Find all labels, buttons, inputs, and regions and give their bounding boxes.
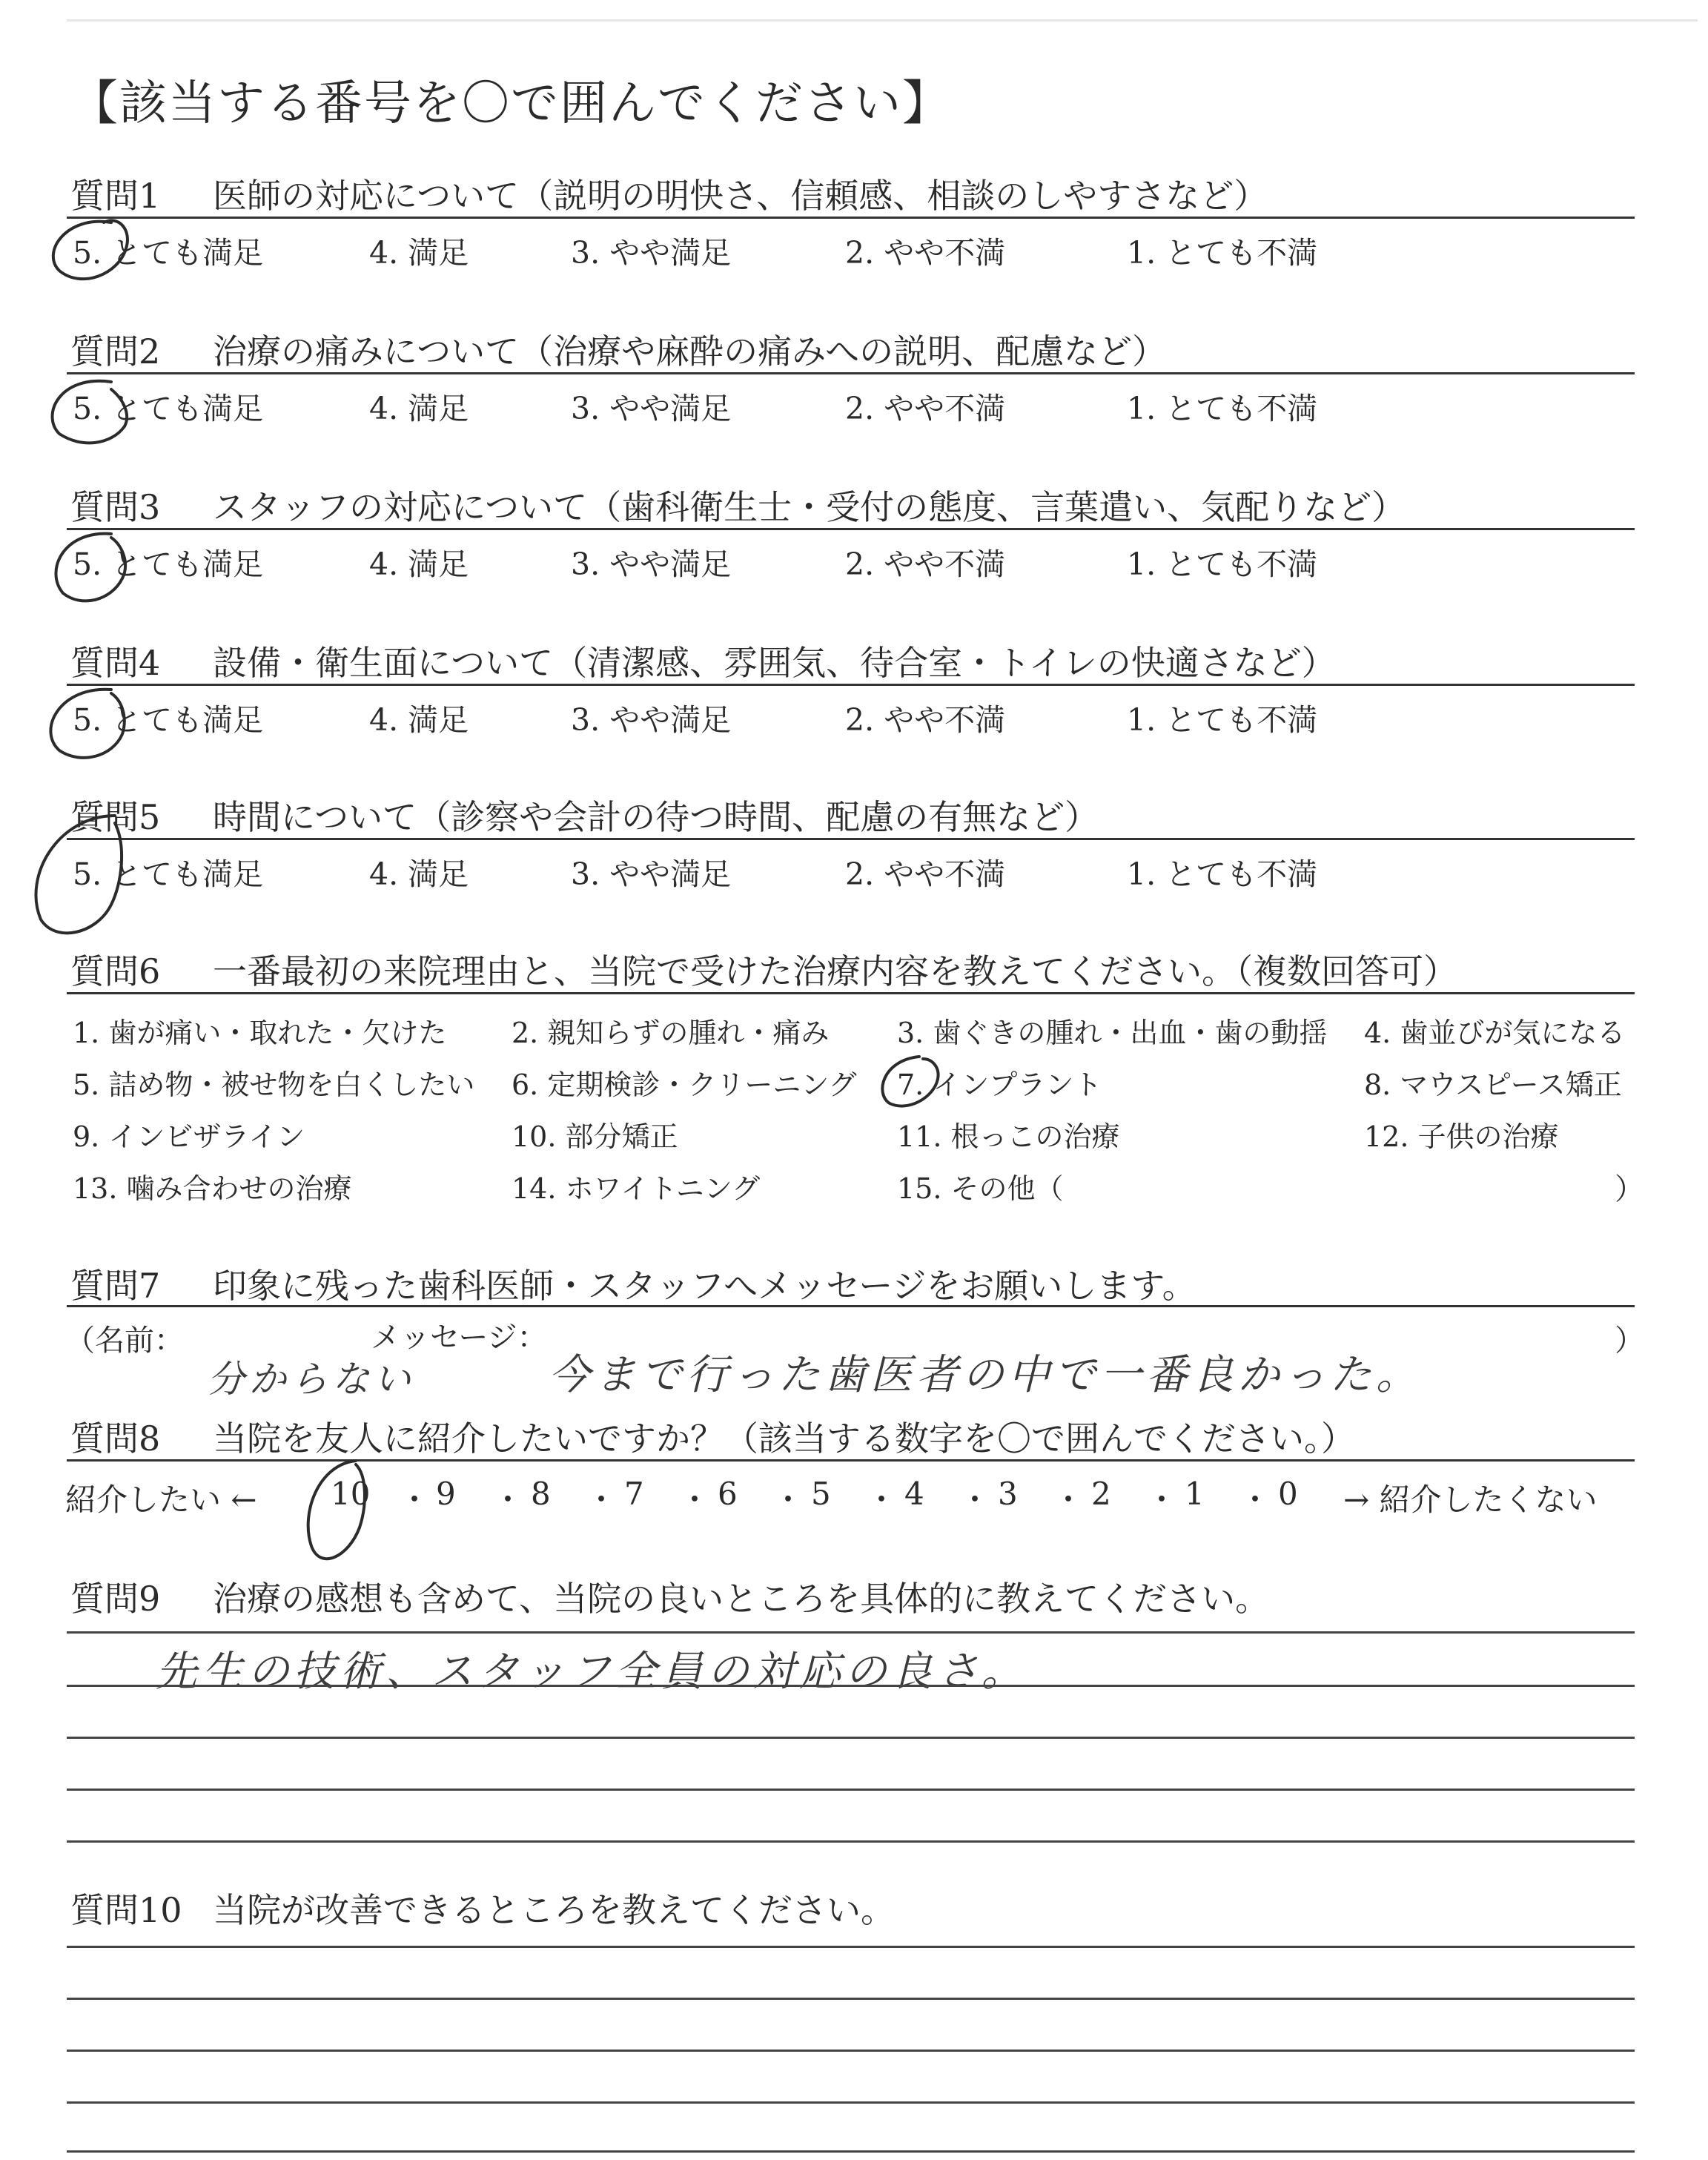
scale-4[interactable]: 4 [904, 1476, 924, 1512]
form-header: 【該当する番号を〇で囲んでください】 [70, 76, 951, 131]
option-5[interactable]: 5. とても満足 [73, 856, 264, 892]
option-3[interactable]: 3. やや満足 [571, 856, 732, 892]
scale-dot: ・ [959, 1482, 991, 1518]
question-number: 質問9 [70, 1579, 161, 1619]
writing-line [67, 1998, 1635, 2000]
scale-0[interactable]: 0 [1278, 1476, 1298, 1512]
question-text: 当院を友人に紹介したいですか？（該当する数字を〇で囲んでください。） [213, 1418, 1355, 1459]
option-4[interactable]: 4. 満足 [369, 702, 469, 738]
question-7 [70, 1259, 1196, 1308]
option-5[interactable]: 5. とても満足 [73, 546, 264, 582]
scale-dot: ・ [492, 1482, 524, 1518]
scale-left-label: 紹介したい ← [65, 1482, 257, 1518]
question-1 [70, 169, 1268, 218]
scale-right-label: → 紹介したくない [1343, 1482, 1598, 1518]
option-2[interactable]: 2. やや不満 [845, 391, 1006, 426]
scale-6[interactable]: 6 [718, 1476, 738, 1512]
scale-10[interactable]: 10 [331, 1476, 371, 1512]
option-3[interactable]: 3. やや満足 [571, 546, 732, 582]
treatment-item-12[interactable]: 12. 子供の治療 [1364, 1120, 1559, 1153]
question-5 [70, 790, 1099, 839]
option-4[interactable]: 4. 満足 [369, 546, 469, 582]
option-2[interactable]: 2. やや不満 [845, 702, 1006, 738]
question-2 [70, 325, 1166, 374]
question-number: 質問3 [70, 487, 161, 527]
option-5[interactable]: 5. とても満足 [73, 702, 264, 738]
option-2[interactable]: 2. やや不満 [845, 546, 1006, 582]
scale-dot: ・ [399, 1482, 431, 1518]
divider [67, 372, 1635, 374]
scale-dot: ・ [866, 1482, 898, 1518]
question-text: 印象に残った歯科医師・スタッフへメッセージをお願いします。 [213, 1266, 1196, 1306]
divider [67, 1459, 1635, 1462]
option-1[interactable]: 1. とても不満 [1127, 856, 1318, 892]
treatment-item-4[interactable]: 4. 歯並びが気になる [1364, 1017, 1626, 1049]
question-text: 一番最初の来院理由と、当院で受けた治療内容を教えてください。（複数回答可） [213, 951, 1457, 991]
question-number: 質問1 [70, 176, 161, 216]
writing-line [67, 1789, 1635, 1791]
treatment-item-8[interactable]: 8. マウスピース矯正 [1364, 1069, 1622, 1101]
option-3[interactable]: 3. やや満足 [571, 702, 732, 738]
scale-9[interactable]: 9 [436, 1476, 456, 1512]
question-number: 質問2 [70, 331, 161, 371]
scale-8[interactable]: 8 [531, 1476, 551, 1512]
scale-dot: ・ [586, 1482, 618, 1518]
scale-dot: ・ [679, 1482, 711, 1518]
handwritten-answer[interactable]: 先生の技術、スタッフ全員の対応の良さ。 [156, 1648, 1027, 1696]
treatment-item-10[interactable]: 10. 部分矯正 [512, 1120, 678, 1153]
scale-7[interactable]: 7 [624, 1476, 644, 1512]
question-number: 質問4 [70, 643, 161, 683]
treatment-item-7[interactable]: 7. インプラント [897, 1069, 1102, 1101]
handwritten-message[interactable]: 今まで行った歯医者の中で一番良かった。 [549, 1351, 1422, 1399]
option-1[interactable]: 1. とても不満 [1127, 235, 1318, 271]
option-4[interactable]: 4. 満足 [369, 235, 469, 271]
writing-line [67, 1737, 1635, 1739]
treatment-item-6[interactable]: 6. 定期検診・クリーニング [512, 1069, 857, 1101]
treatment-item-3[interactable]: 3. 歯ぐきの腫れ・出血・歯の動揺 [897, 1017, 1328, 1049]
option-3[interactable]: 3. やや満足 [571, 391, 732, 426]
scale-3[interactable]: 3 [998, 1476, 1018, 1512]
divider [67, 684, 1635, 686]
handwritten-name[interactable]: 分からない [208, 1358, 415, 1401]
writing-line [67, 2101, 1635, 2104]
treatment-item-13[interactable]: 13. 噛み合わせの治療 [73, 1172, 352, 1205]
scale-2[interactable]: 2 [1091, 1476, 1111, 1512]
question-10 [70, 1883, 895, 1932]
question-number: 質問7 [70, 1266, 161, 1306]
option-1[interactable]: 1. とても不満 [1127, 391, 1318, 426]
question-text: 医師の対応について（説明の明快さ、信頼感、相談のしやすさなど） [213, 176, 1268, 216]
option-2[interactable]: 2. やや不満 [845, 856, 1006, 892]
option-1[interactable]: 1. とても不満 [1127, 546, 1318, 582]
question-text: 当院が改善できるところを教えてください。 [213, 1890, 895, 1930]
question-number: 質問6 [70, 951, 161, 991]
question-text: 治療の痛みについて（治療や麻酔の痛みへの説明、配慮など） [213, 331, 1167, 371]
writing-line [67, 2150, 1635, 2153]
question-text: スタッフの対応について（歯科衛生士・受付の態度、言葉遣い、気配りなど） [213, 487, 1406, 527]
question-8 [70, 1412, 1355, 1461]
option-5[interactable]: 5. とても満足 [73, 391, 264, 426]
writing-line [67, 1840, 1635, 1843]
name-label: （名前： [65, 1324, 184, 1358]
treatment-item-2[interactable]: 2. 親知らずの腫れ・痛み [512, 1017, 830, 1049]
question-4 [70, 636, 1336, 685]
question-text: 設備・衛生面について（清潔感、雰囲気、待合室・トイレの快適さなど） [213, 643, 1336, 683]
scale-dot: ・ [1053, 1482, 1085, 1518]
treatment-item-11[interactable]: 11. 根っこの治療 [897, 1120, 1120, 1153]
divider [67, 992, 1635, 994]
scale-1[interactable]: 1 [1185, 1476, 1205, 1512]
writing-line [67, 1685, 1635, 1687]
treatment-item-14[interactable]: 14. ホワイトニング [512, 1172, 761, 1205]
question-text: 治療の感想も含めて、当院の良いところを具体的に教えてください。 [213, 1579, 1270, 1619]
scale-dot: ・ [1239, 1482, 1271, 1518]
question-number: 質問8 [70, 1418, 161, 1459]
question-9 [70, 1572, 1269, 1621]
writing-line [67, 2050, 1635, 2052]
treatment-item-9[interactable]: 9. インビザライン [73, 1120, 305, 1153]
option-5[interactable]: 5. とても満足 [73, 235, 264, 271]
scale-dot: ・ [1146, 1482, 1178, 1518]
question-3 [70, 480, 1406, 529]
message-label: メッセージ： [371, 1321, 547, 1355]
other-close-paren: ） [1615, 1172, 1644, 1206]
question-6 [70, 945, 1457, 994]
option-4[interactable]: 4. 満足 [369, 391, 469, 426]
option-3[interactable]: 3. やや満足 [571, 235, 732, 271]
option-2[interactable]: 2. やや不満 [845, 235, 1006, 271]
scale-dot: ・ [772, 1482, 804, 1518]
writing-line [67, 1946, 1635, 1948]
scale-5[interactable]: 5 [811, 1476, 831, 1512]
option-1[interactable]: 1. とても不満 [1127, 702, 1318, 738]
treatment-item-5[interactable]: 5. 詰め物・被せ物を白くしたい [73, 1069, 475, 1101]
question-text: 時間について（診察や会計の待つ時間、配慮の有無など） [213, 797, 1099, 837]
writing-line [67, 1631, 1635, 1634]
divider [67, 1305, 1635, 1307]
treatment-item-15[interactable]: 15. その他（ [897, 1172, 1064, 1205]
question-number: 質問10 [70, 1890, 182, 1930]
option-4[interactable]: 4. 満足 [369, 856, 469, 892]
divider [67, 528, 1635, 530]
question-number: 質問5 [70, 797, 161, 837]
divider [67, 838, 1635, 840]
treatment-item-1[interactable]: 1. 歯が痛い・取れた・欠けた [73, 1017, 447, 1049]
message-close-paren: ） [1615, 1324, 1644, 1358]
divider [67, 217, 1635, 219]
top-edge-line [67, 19, 1698, 22]
